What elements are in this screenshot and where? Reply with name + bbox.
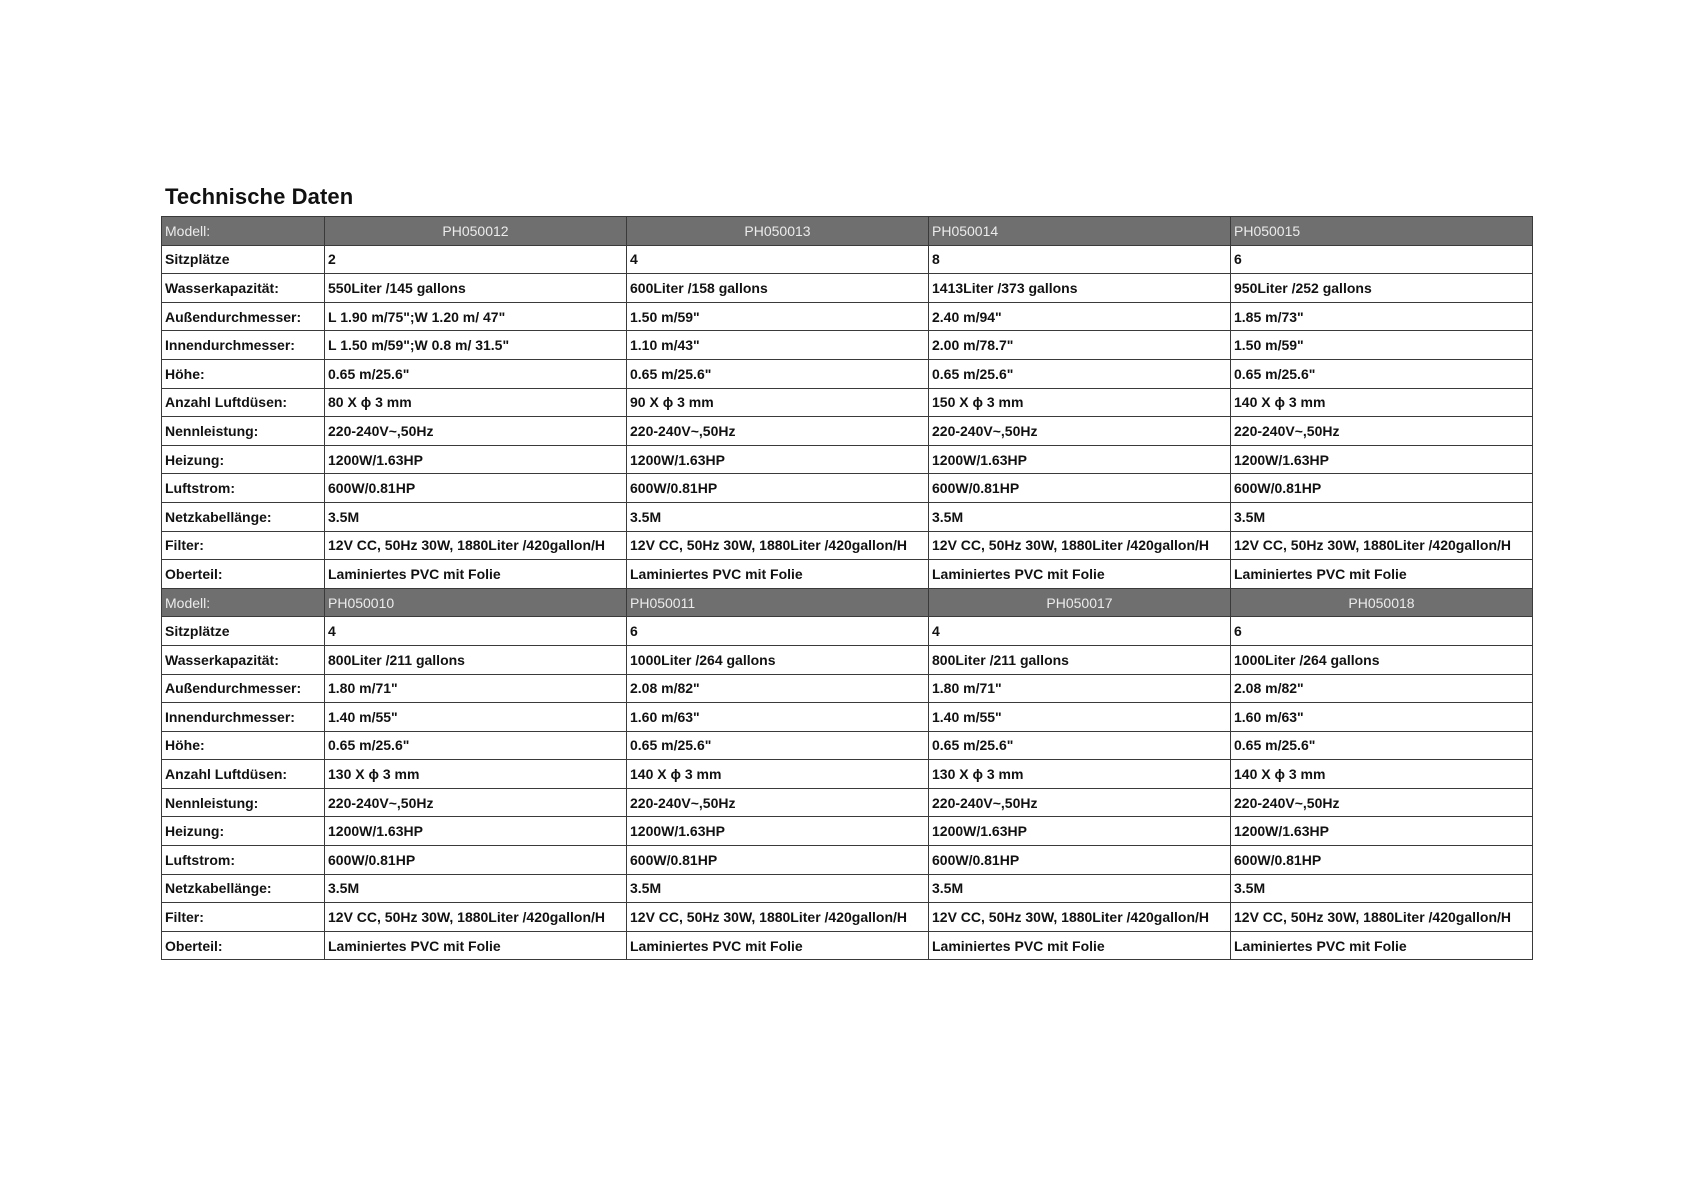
model-name-cell: PH050017 bbox=[929, 588, 1231, 617]
spec-value-cell: 1000Liter /264 gallons bbox=[627, 645, 929, 674]
spec-row bbox=[162, 788, 1533, 817]
spec-label-cell: Wasserkapazität: bbox=[162, 645, 325, 674]
spec-row bbox=[162, 931, 1533, 960]
spec-label-cell: Netzkabellänge: bbox=[162, 502, 325, 531]
spec-label-cell: Nennleistung: bbox=[162, 417, 325, 446]
spec-label-cell: Heizung: bbox=[162, 817, 325, 846]
spec-value-cell: 1.40 m/55" bbox=[325, 703, 627, 732]
spec-value-cell: Laminiertes PVC mit Folie bbox=[325, 560, 627, 589]
spec-value-cell: Laminiertes PVC mit Folie bbox=[1231, 560, 1533, 589]
spec-value-cell: 12V CC, 50Hz 30W, 1880Liter /420gallon/H bbox=[929, 531, 1231, 560]
spec-value-cell: 0.65 m/25.6" bbox=[325, 731, 627, 760]
spec-row bbox=[162, 645, 1533, 674]
spec-value-cell: 90 X ϕ 3 mm bbox=[627, 388, 929, 417]
model-header-row bbox=[162, 217, 1533, 246]
spec-value-cell: 2.08 m/82" bbox=[627, 674, 929, 703]
spec-value-cell: 8 bbox=[929, 245, 1231, 274]
spec-row bbox=[162, 617, 1533, 646]
model-name-cell: PH050012 bbox=[325, 217, 627, 246]
model-header-label: Modell: bbox=[162, 217, 325, 246]
spec-value-cell: 12V CC, 50Hz 30W, 1880Liter /420gallon/H bbox=[325, 531, 627, 560]
spec-row bbox=[162, 731, 1533, 760]
spec-value-cell: 12V CC, 50Hz 30W, 1880Liter /420gallon/H bbox=[325, 903, 627, 932]
spec-label-cell: Nennleistung: bbox=[162, 788, 325, 817]
spec-row bbox=[162, 445, 1533, 474]
spec-value-cell: 600Liter /158 gallons bbox=[627, 274, 929, 303]
spec-value-cell: 220-240V~,50Hz bbox=[929, 417, 1231, 446]
spec-value-cell: 6 bbox=[627, 617, 929, 646]
spec-value-cell: 130 X ϕ 3 mm bbox=[325, 760, 627, 789]
spec-value-cell: 1.60 m/63" bbox=[1231, 703, 1533, 732]
spec-value-cell: 140 X ϕ 3 mm bbox=[1231, 760, 1533, 789]
spec-value-cell: L 1.50 m/59";W 0.8 m/ 31.5" bbox=[325, 331, 627, 360]
spec-value-cell: 1.85 m/73" bbox=[1231, 302, 1533, 331]
spec-value-cell: 950Liter /252 gallons bbox=[1231, 274, 1533, 303]
spec-label-cell: Anzahl Luftdüsen: bbox=[162, 760, 325, 789]
spec-value-cell: 600W/0.81HP bbox=[627, 846, 929, 875]
model-name-cell: PH050018 bbox=[1231, 588, 1533, 617]
spec-value-cell: 1200W/1.63HP bbox=[325, 445, 627, 474]
spec-value-cell: 4 bbox=[929, 617, 1231, 646]
spec-label-cell: Oberteil: bbox=[162, 931, 325, 960]
spec-value-cell: 220-240V~,50Hz bbox=[627, 417, 929, 446]
spec-value-cell: 6 bbox=[1231, 245, 1533, 274]
spec-value-cell: 1200W/1.63HP bbox=[627, 445, 929, 474]
spec-label-cell: Innendurchmesser: bbox=[162, 703, 325, 732]
spec-value-cell: 3.5M bbox=[325, 874, 627, 903]
spec-table bbox=[161, 216, 1533, 960]
spec-label-cell: Luftstrom: bbox=[162, 474, 325, 503]
spec-value-cell: Laminiertes PVC mit Folie bbox=[627, 931, 929, 960]
spec-row bbox=[162, 703, 1533, 732]
spec-row bbox=[162, 388, 1533, 417]
spec-value-cell: 800Liter /211 gallons bbox=[325, 645, 627, 674]
spec-row bbox=[162, 502, 1533, 531]
spec-value-cell: 600W/0.81HP bbox=[1231, 474, 1533, 503]
model-name-cell: PH050010 bbox=[325, 588, 627, 617]
model-name-cell: PH050014 bbox=[929, 217, 1231, 246]
spec-value-cell: 12V CC, 50Hz 30W, 1880Liter /420gallon/H bbox=[1231, 531, 1533, 560]
spec-value-cell: 1413Liter /373 gallons bbox=[929, 274, 1231, 303]
spec-value-cell: 3.5M bbox=[627, 502, 929, 531]
spec-value-cell: 550Liter /145 gallons bbox=[325, 274, 627, 303]
spec-row bbox=[162, 245, 1533, 274]
spec-label-cell: Höhe: bbox=[162, 359, 325, 388]
spec-value-cell: 130 X ϕ 3 mm bbox=[929, 760, 1231, 789]
spec-label-cell: Innendurchmesser: bbox=[162, 331, 325, 360]
spec-value-cell: 0.65 m/25.6" bbox=[325, 359, 627, 388]
spec-value-cell: 2.08 m/82" bbox=[1231, 674, 1533, 703]
spec-value-cell: 220-240V~,50Hz bbox=[325, 788, 627, 817]
model-header-row bbox=[162, 588, 1533, 617]
spec-value-cell: 3.5M bbox=[929, 502, 1231, 531]
spec-value-cell: 1.40 m/55" bbox=[929, 703, 1231, 732]
spec-value-cell: 2.40 m/94" bbox=[929, 302, 1231, 331]
spec-row bbox=[162, 417, 1533, 446]
spec-row bbox=[162, 760, 1533, 789]
spec-row bbox=[162, 531, 1533, 560]
spec-value-cell: 6 bbox=[1231, 617, 1533, 646]
spec-value-cell: Laminiertes PVC mit Folie bbox=[929, 931, 1231, 960]
spec-value-cell: 600W/0.81HP bbox=[627, 474, 929, 503]
spec-label-cell: Filter: bbox=[162, 903, 325, 932]
spec-value-cell: 600W/0.81HP bbox=[325, 846, 627, 875]
spec-row bbox=[162, 474, 1533, 503]
spec-value-cell: 220-240V~,50Hz bbox=[1231, 417, 1533, 446]
spec-value-cell: 12V CC, 50Hz 30W, 1880Liter /420gallon/H bbox=[1231, 903, 1533, 932]
spec-value-cell: 2 bbox=[325, 245, 627, 274]
model-name-cell: PH050011 bbox=[627, 588, 929, 617]
spec-label-cell: Sitzplätze bbox=[162, 245, 325, 274]
spec-label-cell: Höhe: bbox=[162, 731, 325, 760]
spec-value-cell: 1200W/1.63HP bbox=[325, 817, 627, 846]
spec-value-cell: 4 bbox=[627, 245, 929, 274]
spec-value-cell: 140 X ϕ 3 mm bbox=[1231, 388, 1533, 417]
spec-row bbox=[162, 903, 1533, 932]
spec-value-cell: 1.10 m/43" bbox=[627, 331, 929, 360]
spec-value-cell: Laminiertes PVC mit Folie bbox=[1231, 931, 1533, 960]
model-name-cell: PH050013 bbox=[627, 217, 929, 246]
spec-value-cell: 3.5M bbox=[1231, 874, 1533, 903]
spec-row bbox=[162, 560, 1533, 589]
spec-value-cell: 220-240V~,50Hz bbox=[627, 788, 929, 817]
spec-value-cell: 2.00 m/78.7" bbox=[929, 331, 1231, 360]
spec-value-cell: 600W/0.81HP bbox=[1231, 846, 1533, 875]
spec-value-cell: 800Liter /211 gallons bbox=[929, 645, 1231, 674]
page-title: Technische Daten bbox=[165, 184, 354, 209]
spec-value-cell: 1.50 m/59" bbox=[1231, 331, 1533, 360]
spec-value-cell: 80 X ϕ 3 mm bbox=[325, 388, 627, 417]
spec-label-cell: Wasserkapazität: bbox=[162, 274, 325, 303]
spec-value-cell: 600W/0.81HP bbox=[929, 846, 1231, 875]
spec-value-cell: 0.65 m/25.6" bbox=[929, 731, 1231, 760]
spec-row bbox=[162, 674, 1533, 703]
spec-value-cell: 3.5M bbox=[627, 874, 929, 903]
spec-row bbox=[162, 274, 1533, 303]
spec-value-cell: Laminiertes PVC mit Folie bbox=[627, 560, 929, 589]
spec-value-cell: 12V CC, 50Hz 30W, 1880Liter /420gallon/H bbox=[627, 531, 929, 560]
spec-value-cell: 0.65 m/25.6" bbox=[627, 731, 929, 760]
spec-value-cell: 1200W/1.63HP bbox=[929, 817, 1231, 846]
spec-value-cell: L 1.90 m/75";W 1.20 m/ 47" bbox=[325, 302, 627, 331]
spec-value-cell: 1200W/1.63HP bbox=[1231, 445, 1533, 474]
spec-value-cell: 12V CC, 50Hz 30W, 1880Liter /420gallon/H bbox=[627, 903, 929, 932]
spec-row bbox=[162, 817, 1533, 846]
spec-value-cell: 1.50 m/59" bbox=[627, 302, 929, 331]
spec-row bbox=[162, 846, 1533, 875]
spec-value-cell: 140 X ϕ 3 mm bbox=[627, 760, 929, 789]
spec-label-cell: Anzahl Luftdüsen: bbox=[162, 388, 325, 417]
spec-value-cell: 600W/0.81HP bbox=[929, 474, 1231, 503]
spec-value-cell: 1200W/1.63HP bbox=[627, 817, 929, 846]
spec-label-cell: Heizung: bbox=[162, 445, 325, 474]
spec-value-cell: 0.65 m/25.6" bbox=[1231, 359, 1533, 388]
spec-value-cell: 1200W/1.63HP bbox=[929, 445, 1231, 474]
spec-value-cell: 1200W/1.63HP bbox=[1231, 817, 1533, 846]
model-name-cell: PH050015 bbox=[1231, 217, 1533, 246]
spec-label-cell: Außendurchmesser: bbox=[162, 302, 325, 331]
spec-row bbox=[162, 331, 1533, 360]
spec-value-cell: 12V CC, 50Hz 30W, 1880Liter /420gallon/H bbox=[929, 903, 1231, 932]
spec-label-cell: Außendurchmesser: bbox=[162, 674, 325, 703]
model-header-label: Modell: bbox=[162, 588, 325, 617]
spec-value-cell: 1.80 m/71" bbox=[929, 674, 1231, 703]
spec-value-cell: 220-240V~,50Hz bbox=[1231, 788, 1533, 817]
spec-label-cell: Luftstrom: bbox=[162, 846, 325, 875]
spec-value-cell: 3.5M bbox=[1231, 502, 1533, 531]
spec-value-cell: 600W/0.81HP bbox=[325, 474, 627, 503]
spec-label-cell: Sitzplätze bbox=[162, 617, 325, 646]
spec-value-cell: 4 bbox=[325, 617, 627, 646]
spec-value-cell: 220-240V~,50Hz bbox=[325, 417, 627, 446]
spec-value-cell: 220-240V~,50Hz bbox=[929, 788, 1231, 817]
spec-label-cell: Netzkabellänge: bbox=[162, 874, 325, 903]
spec-value-cell: 150 X ϕ 3 mm bbox=[929, 388, 1231, 417]
spec-label-cell: Filter: bbox=[162, 531, 325, 560]
spec-value-cell: Laminiertes PVC mit Folie bbox=[929, 560, 1231, 589]
spec-row bbox=[162, 302, 1533, 331]
spec-value-cell: 3.5M bbox=[325, 502, 627, 531]
spec-value-cell: Laminiertes PVC mit Folie bbox=[325, 931, 627, 960]
spec-label-cell: Oberteil: bbox=[162, 560, 325, 589]
spec-row bbox=[162, 359, 1533, 388]
spec-value-cell: 0.65 m/25.6" bbox=[929, 359, 1231, 388]
spec-value-cell: 3.5M bbox=[929, 874, 1231, 903]
spec-value-cell: 1.80 m/71" bbox=[325, 674, 627, 703]
spec-value-cell: 0.65 m/25.6" bbox=[627, 359, 929, 388]
spec-row bbox=[162, 874, 1533, 903]
spec-value-cell: 1.60 m/63" bbox=[627, 703, 929, 732]
spec-value-cell: 0.65 m/25.6" bbox=[1231, 731, 1533, 760]
spec-value-cell: 1000Liter /264 gallons bbox=[1231, 645, 1533, 674]
